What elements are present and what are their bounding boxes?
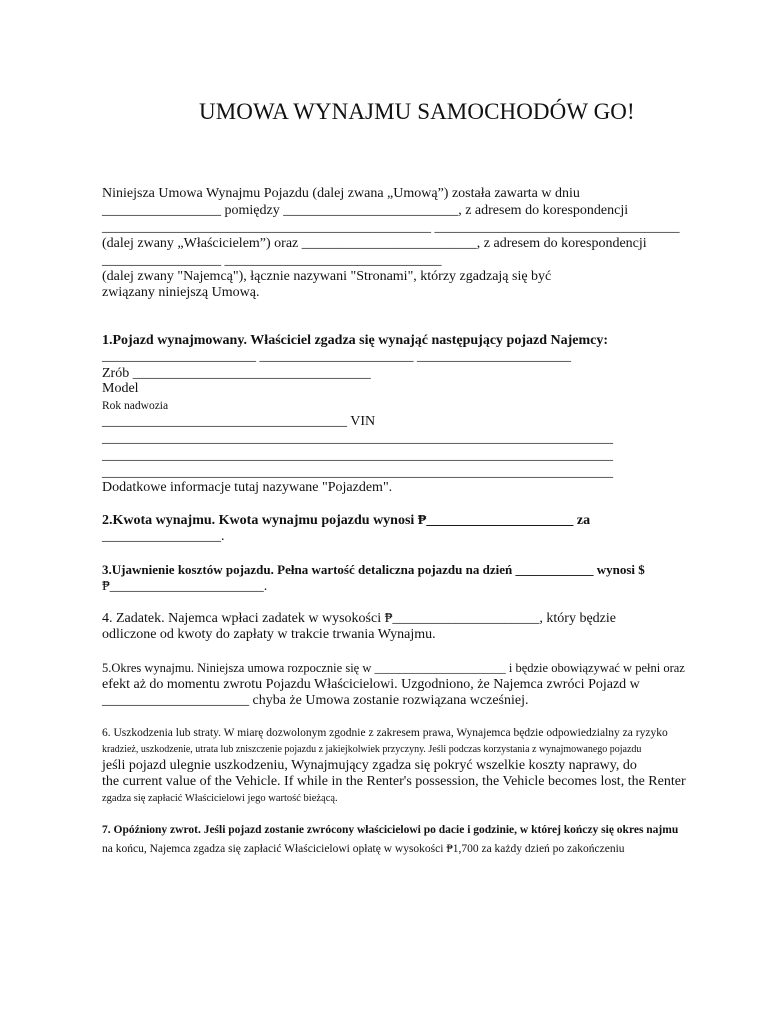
section-1-model: Model (102, 381, 139, 396)
section-7-line-2: na końcu, Najemca zgadza się zapłacić Właścicielowi opłatę w wysokości ₱1,700 za każdy dzień po zakończeniu (102, 843, 625, 855)
intro-line-2: _________________ pomiędzy _________________________, z adresem do korespondencji (102, 203, 629, 218)
intro-line-5: _________________ _______________________________ (102, 253, 442, 268)
section-1-line-2: _________________________________________________________________________ (102, 448, 613, 463)
intro-line-3: _______________________________________________ ___________________________________ (102, 220, 680, 235)
intro-line-1: Niniejsza Umowa Wynajmu Pojazdu (dalej zwana „Umową”) została zawarta w dniu (102, 186, 580, 201)
section-1-heading: 1.Pojazd wynajmowany. Właściciel zgadza się wynająć następujący pojazd Najemcy: (102, 333, 609, 348)
section-4-line-1: 4. Zadatek. Najemca wpłaci zadatek w wysokości ₱_____________________, który będzie (102, 611, 616, 626)
section-3-line-1: 3.Ujawnienie kosztów pojazdu. Pełna wartość detaliczna pojazdu na dzień ____________ wynosi $ (102, 562, 645, 577)
section-6-line-1: 6. Uszkodzenia lub straty. W miarę dozwolonym zgodnie z zakresem prawa, Wynajemca będzie odpowiedzialny za ryzyko (102, 727, 668, 739)
section-6-line-4: the current value of the Vehicle. If while in the Renter's possession, the Vehicle becomes lost, the Renter (102, 774, 686, 789)
section-1-additional: Dodatkowe informacje tutaj nazywane "Pojazdem". (102, 480, 393, 495)
section-6-line-3: jeśli pojazd ulegnie uszkodzeniu, Wynajmujący zgadza się pokryć wszelkie koszty naprawy, do (102, 758, 637, 773)
section-4-line-2: odliczone od kwoty do zapłaty w trakcie trwania Wynajmu. (102, 627, 436, 642)
section-1-make: Zrób __________________________________ (102, 366, 371, 381)
section-5-line-3: _____________________ chyba że Umowa zostanie rozwiązana wcześniej. (102, 693, 529, 708)
section-2-line-1: 2.Kwota wynajmu. Kwota wynajmu pojazdu wynosi ₱_____________________ za (102, 513, 591, 528)
section-5-line-1: 5.Okres wynajmu. Niniejsza umowa rozpocznie się w _____________________ i będzie obowiązywać w pełni oraz (102, 661, 685, 675)
section-6-line-5: zgadza się zapłacić Właścicielowi jego wartość bieżącą. (102, 793, 338, 804)
section-3-line-2: ₱______________________. (102, 579, 268, 594)
section-1-blanks: ______________________ ______________________ ______________________ (102, 349, 571, 364)
section-1-line-3: _________________________________________________________________________ (102, 465, 613, 480)
section-6-line-2: kradzież, uszkodzenie, utrata lub zniszczenie pojazdu z jakiejkolwiek przyczyny. Jeśli podczas korzystania z wynajmowanego pojazdu (102, 744, 642, 755)
intro-line-6: (dalej zwany "Najemcą"), łącznie nazywani "Stronami", którzy zgadzają się być (102, 269, 552, 284)
section-5-line-2: efekt aż do momentu zwrotu Pojazdu Właścicielowi. Uzgodniono, że Najemca zwróci Pojazd w (102, 677, 640, 692)
section-7-line-1: 7. Opóźniony zwrot. Jeśli pojazd zostanie zwrócony właścicielowi po dacie i godzinie, w której kończy się okres najmu (102, 824, 679, 836)
intro-line-7: związany niniejszą Umową. (102, 285, 260, 300)
intro-line-4: (dalej zwany „Właścicielem”) oraz _________________________, z adresem do korespondencji (102, 236, 647, 251)
section-2-line-2: _________________. (102, 529, 225, 544)
section-1-line-1: _________________________________________________________________________ (102, 431, 613, 446)
document-title: UMOWA WYNAJMU SAMOCHODÓW GO! (199, 99, 635, 124)
section-1-body-year: Rok nadwozia (102, 400, 169, 412)
section-1-vin: ___________________________________ VIN (102, 414, 376, 429)
